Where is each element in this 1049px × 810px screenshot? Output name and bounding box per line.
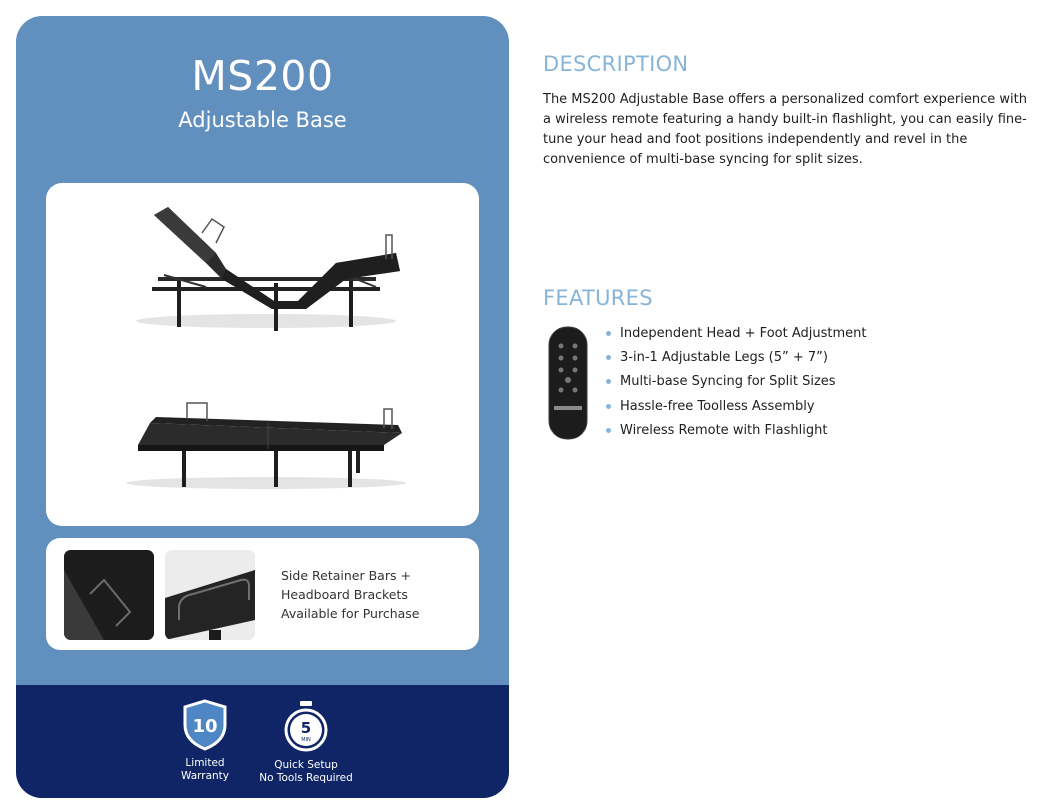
bullet-icon — [606, 355, 611, 360]
stopwatch-icon — [281, 699, 331, 753]
bullet-icon — [606, 331, 611, 336]
setup-minutes: 5 — [300, 719, 312, 737]
bullet-icon — [606, 404, 611, 409]
list-item — [606, 324, 866, 348]
feature-label: Independent Head + Foot Adjustment — [620, 326, 867, 341]
description-heading: DESCRIPTION — [543, 52, 689, 76]
retainer-bar-image — [64, 550, 154, 640]
bed-flat-image — [46, 183, 479, 526]
headboard-bracket-thumbnail — [165, 550, 255, 640]
accessories-line: Side Retainer Bars + — [281, 568, 411, 583]
bullet-icon — [606, 428, 611, 433]
description-text: The MS200 Adjustable Base offers a personalized comfort experience with a wireless remote featuring a handy built-in flashlight, you can easily fine-tune your head and foot positions independently and revel in the convenience of multi-base syncing for split sizes. — [543, 92, 1027, 167]
feature-label: 3-in-1 Adjustable Legs (5” + 7”) — [620, 350, 828, 366]
warranty-label: Warranty — [180, 770, 229, 782]
setup-label: No Tools Required — [259, 772, 353, 784]
features-list — [606, 324, 866, 445]
product-subtitle: Adjustable Base — [178, 108, 347, 132]
accessories-line: Available for Purchase — [281, 606, 420, 621]
setup-label: Quick Setup — [274, 759, 338, 771]
product-image-panel — [46, 183, 479, 526]
badges-footer — [16, 685, 509, 798]
accessories-line: Headboard Brackets — [281, 587, 408, 602]
feature-label: Wireless Remote with Flashlight — [620, 422, 828, 438]
accessories-panel — [46, 538, 479, 650]
product-card — [16, 16, 509, 798]
warranty-badge — [156, 699, 254, 783]
headboard-bracket-image — [165, 550, 255, 640]
list-item — [606, 421, 866, 445]
feature-label: Multi-base Syncing for Split Sizes — [620, 374, 836, 390]
feature-label: Hassle-free Toolless Assembly — [620, 398, 815, 414]
shield-icon — [181, 699, 229, 751]
list-item — [606, 397, 866, 421]
warranty-number: 10 — [192, 716, 218, 737]
product-title: MS200 — [191, 52, 334, 100]
accessories-text — [281, 566, 471, 623]
remote-control-icon — [548, 326, 588, 440]
quick-setup-badge — [247, 699, 365, 785]
retainer-bar-thumbnail — [64, 550, 154, 640]
setup-unit: MIN — [301, 737, 311, 743]
features-heading: FEATURES — [543, 286, 653, 310]
warranty-label: Limited — [185, 757, 225, 769]
list-item — [606, 372, 866, 396]
list-item — [606, 348, 866, 372]
bullet-icon — [606, 379, 611, 384]
